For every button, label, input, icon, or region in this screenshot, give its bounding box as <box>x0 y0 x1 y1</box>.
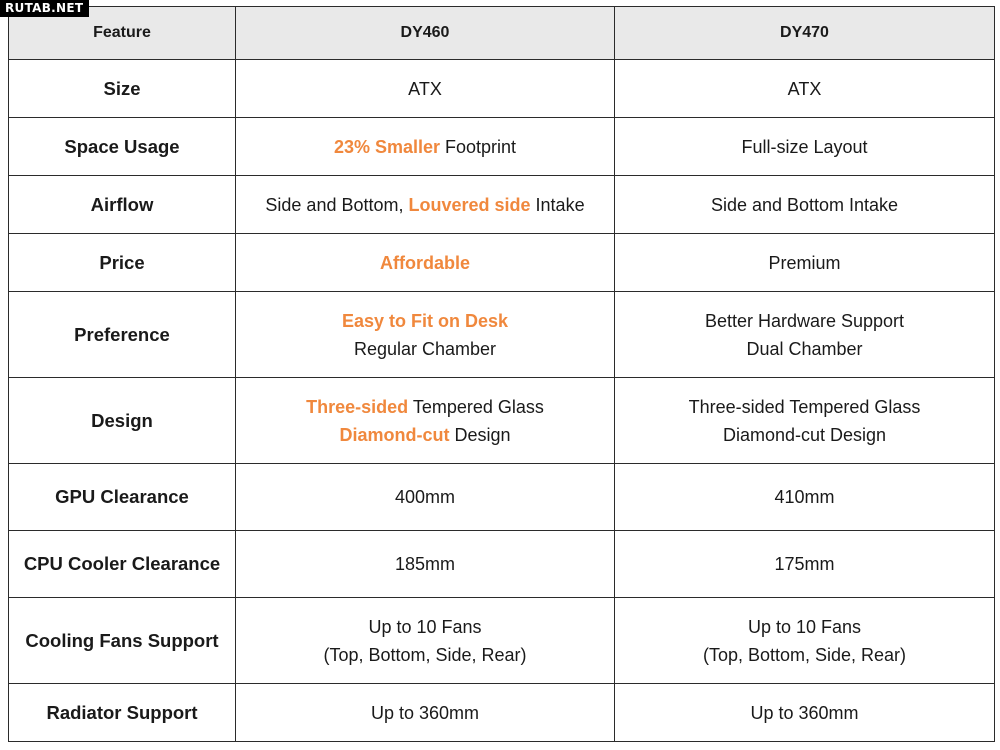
cell-text: 185mm <box>394 554 456 574</box>
cell-text: Intake <box>530 194 585 215</box>
dy470-cell <box>615 464 995 531</box>
cell-line <box>242 307 608 335</box>
feature-cell: Airflow <box>9 176 236 234</box>
table-row-cpu-cooler-clearance <box>9 531 995 598</box>
table-row-preference <box>9 292 995 378</box>
header-feature: Feature <box>9 7 236 60</box>
cell-line: ATX <box>787 78 822 99</box>
dy470-cell <box>615 234 995 292</box>
cell-text: Footprint <box>440 136 517 157</box>
cell-line <box>242 613 608 641</box>
header-dy470: DY470 <box>615 7 995 60</box>
dy460-cell <box>236 176 615 234</box>
cell-line <box>242 421 608 449</box>
cell-text: Design <box>449 424 511 445</box>
cell-line: 410mm <box>774 487 835 507</box>
comparison-table <box>8 6 995 742</box>
dy470-cell <box>615 176 995 234</box>
feature-cell: Cooling Fans Support <box>9 598 236 684</box>
feature-cell: GPU Clearance <box>9 464 236 531</box>
dy470-cell <box>615 598 995 684</box>
cell-line <box>242 191 608 219</box>
dy470-cell <box>615 378 995 464</box>
cell-text: ATX <box>408 78 442 99</box>
dy460-cell <box>236 598 615 684</box>
table-row-space-usage <box>9 118 995 176</box>
feature-cell: Preference <box>9 292 236 378</box>
cell-line <box>242 641 608 669</box>
feature-cell: Space Usage <box>9 118 236 176</box>
feature-cell: Size <box>9 60 236 118</box>
highlight-text: 23% Smaller <box>333 136 441 157</box>
dy470-cell <box>615 60 995 118</box>
cell-text: (Top, Bottom, Side, Rear) <box>323 644 527 665</box>
highlight-text: Diamond-cut <box>339 424 450 445</box>
feature-cell: Design <box>9 378 236 464</box>
feature-cell: Radiator Support <box>9 684 236 742</box>
dy460-cell <box>236 464 615 531</box>
dy460-cell <box>236 378 615 464</box>
cell-line: Up to 360mm <box>750 702 859 723</box>
cell-line <box>242 699 608 727</box>
cell-line <box>242 133 608 161</box>
dy470-cell <box>615 292 995 378</box>
highlight-text: Louvered side <box>408 194 531 215</box>
cell-text: 400mm <box>394 487 456 507</box>
dy470-cell <box>615 684 995 742</box>
cell-line: Premium <box>768 252 841 273</box>
cell-line: Up to 10 Fans <box>747 616 862 637</box>
cell-line <box>242 335 608 363</box>
table-row-price <box>9 234 995 292</box>
dy470-cell <box>615 531 995 598</box>
cell-line: Full-size Layout <box>741 136 868 157</box>
cell-line: 175mm <box>774 554 835 574</box>
cell-line <box>242 75 608 103</box>
table-row-size <box>9 60 995 118</box>
feature-cell: Price <box>9 234 236 292</box>
highlight-text: Three-sided <box>306 396 409 417</box>
highlight-text: Affordable <box>380 252 470 273</box>
dy460-cell <box>236 531 615 598</box>
table-row-design <box>9 378 995 464</box>
dy460-cell <box>236 60 615 118</box>
dy460-cell <box>236 234 615 292</box>
feature-cell: CPU Cooler Clearance <box>9 531 236 598</box>
cell-line: Three-sided Tempered Glass <box>688 396 921 417</box>
cell-text: Regular Chamber <box>353 338 497 359</box>
cell-line <box>242 550 608 578</box>
cell-line <box>242 483 608 511</box>
dy460-cell <box>236 292 615 378</box>
table-row-airflow <box>9 176 995 234</box>
cell-text: Up to 10 Fans <box>368 616 482 637</box>
cell-line: Dual Chamber <box>746 338 863 359</box>
dy470-cell <box>615 118 995 176</box>
cell-line <box>242 393 608 421</box>
cell-text: Tempered Glass <box>408 396 544 417</box>
cell-text: Side and Bottom, <box>265 194 409 215</box>
cell-line <box>242 249 608 277</box>
dy460-cell <box>236 118 615 176</box>
watermark: RUTAB.NET <box>0 0 89 17</box>
cell-text: Up to 360mm <box>370 702 480 723</box>
cell-line: (Top, Bottom, Side, Rear) <box>702 644 907 665</box>
header-row <box>9 7 995 60</box>
header-dy460: DY460 <box>236 7 615 60</box>
table-row-gpu-clearance <box>9 464 995 531</box>
table-row-cooling-fans-support <box>9 598 995 684</box>
cell-line: Diamond-cut Design <box>722 424 887 445</box>
dy460-cell <box>236 684 615 742</box>
cell-line: Better Hardware Support <box>704 310 905 331</box>
highlight-text: Easy to Fit on Desk <box>341 310 509 331</box>
cell-line: Side and Bottom Intake <box>710 194 899 215</box>
table-row-radiator-support <box>9 684 995 742</box>
